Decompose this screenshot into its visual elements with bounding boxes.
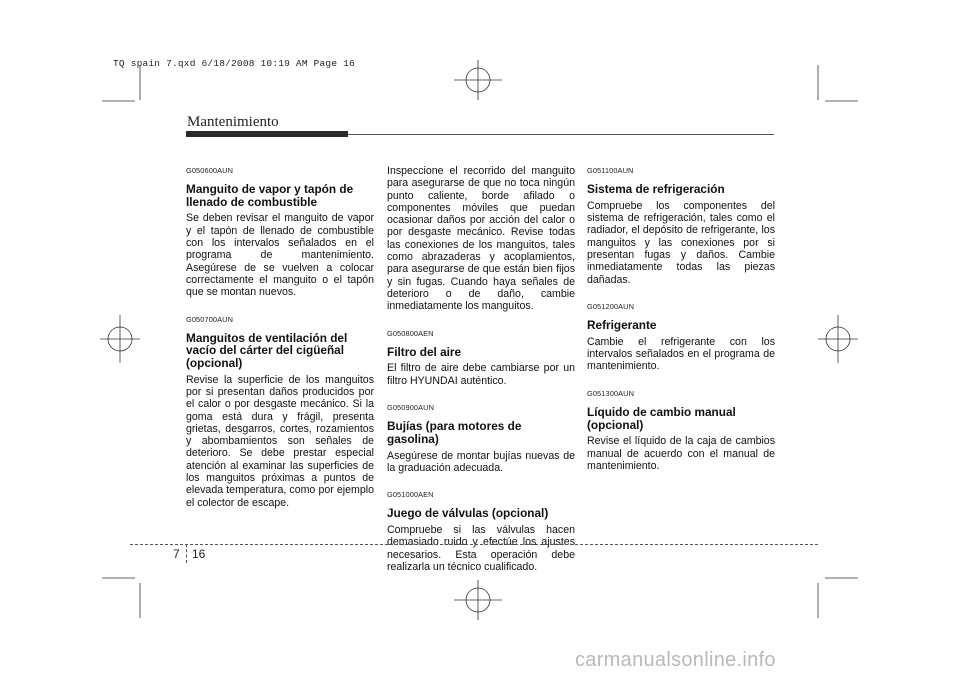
section-code: G050900AUN (387, 403, 435, 413)
section-code: G051300AUN (587, 388, 635, 398)
section-heading: Líquido de cambio manual (opcional) (587, 405, 736, 432)
section-title: Mantenimiento (187, 114, 279, 130)
section-code: G051000AEN (387, 490, 434, 500)
section-text: Revise la superficie de los manguitos por si presentan daños producidos por el calor o por desgaste mecánico. Si la goma está dura y frágil, presenta grietas, desgarros, cortes, rozamientos y abombamientos son señales de deterioro. Se debe prestar especial atención al examinar las superficies de los manguitos próximas a puntos de elevada temperatura, como por ejemplo el colector de escape. (186, 373, 374, 509)
section-heading: Refrigerante (587, 318, 657, 333)
column-3 (587, 165, 775, 487)
footer-rule (130, 544, 818, 545)
section-text: El filtro de aire debe cambiarse por un filtro HYUNDAI auténtico. (387, 362, 575, 387)
page-number: 16 (192, 547, 206, 561)
section-block (387, 328, 575, 387)
section-block (587, 388, 775, 472)
section-block (387, 402, 575, 474)
section-text: Revise el líquido de la caja de cambios manual de acuerdo con el manual de mantenimiento. (587, 435, 775, 472)
section-heading: Filtro del aire (387, 344, 462, 359)
section-block (587, 165, 775, 286)
section-heading: Manguitos de ventilación del vacío del cárter del cigüeñal (opcional) (186, 330, 348, 371)
section-block (387, 165, 575, 313)
section-block (587, 301, 775, 373)
header-rule (348, 134, 774, 135)
section-block (387, 489, 575, 573)
section-heading: Bujías (para motores de gasolina) (387, 419, 522, 446)
watermark: carmanualsonline.info (575, 649, 776, 671)
section-code: G051100AUN (587, 166, 634, 175)
section-block (186, 165, 374, 299)
chapter-number: 7 (173, 547, 180, 561)
section-text: Asegúrese de montar bujías nuevas de la graduación adecuada. (387, 449, 575, 474)
section-text: Inspeccione el recorrido del manguito para asegurarse de que no toca ningún punto caliente, borde afilado o componentes móviles que puedan ocasionar daños por acción del calor o por desgaste mecánico. Revise todas las conexiones de los manguitos, tales como abrazaderas y acoplamientos, para asegurarse de que están bien fijos y sin fugas. Cuando haya señales de deterioro o de daño, cambie inmediatamente los manguitos. (387, 165, 575, 313)
section-text: Compruebe si las válvulas hacen demasiado ruido y efectúe los ajustes necesarios. Esta operación debe realizarla un técnico cualificado. (387, 524, 575, 573)
header-bar (186, 131, 348, 137)
section-code: G050600AUN (186, 166, 234, 175)
section-block (186, 314, 374, 509)
footer-separator (186, 544, 187, 563)
section-text: Cambie el refrigerante con los intervalos señalados en el programa de mantenimiento. (587, 335, 775, 373)
section-heading: Juego de válvulas (opcional) (387, 506, 549, 521)
section-heading: Manguito de vapor y tapón de llenado de combustible (186, 182, 354, 209)
section-code: G050800AEN (387, 328, 434, 338)
section-heading: Sistema de refrigeración (587, 182, 725, 197)
section-code: G051200AUN (587, 301, 635, 311)
section-text: Se deben revisar el manguito de vapor y el tapón de llenado de combustible con los intervalos señalados en el programa de mantenimiento. Asegúrese de se vuelven a colocar correctamente el manguito o el tapón que se montan nuevos. (186, 212, 374, 299)
column-2 (387, 165, 575, 588)
section-text: Compruebe los componentes del sistema de refrigeración, tales como el radiador, el depósito de refrigerante, los manguitos y las conexiones por si presentan fugas y daños. Cambie inmediatamente todas las piezas dañadas. (587, 199, 775, 286)
section-code: G050700AUN (186, 314, 234, 324)
print-slug: TQ spain 7.qxd 6/18/2008 10:19 AM Page 16 (113, 58, 355, 69)
column-1 (186, 165, 374, 524)
